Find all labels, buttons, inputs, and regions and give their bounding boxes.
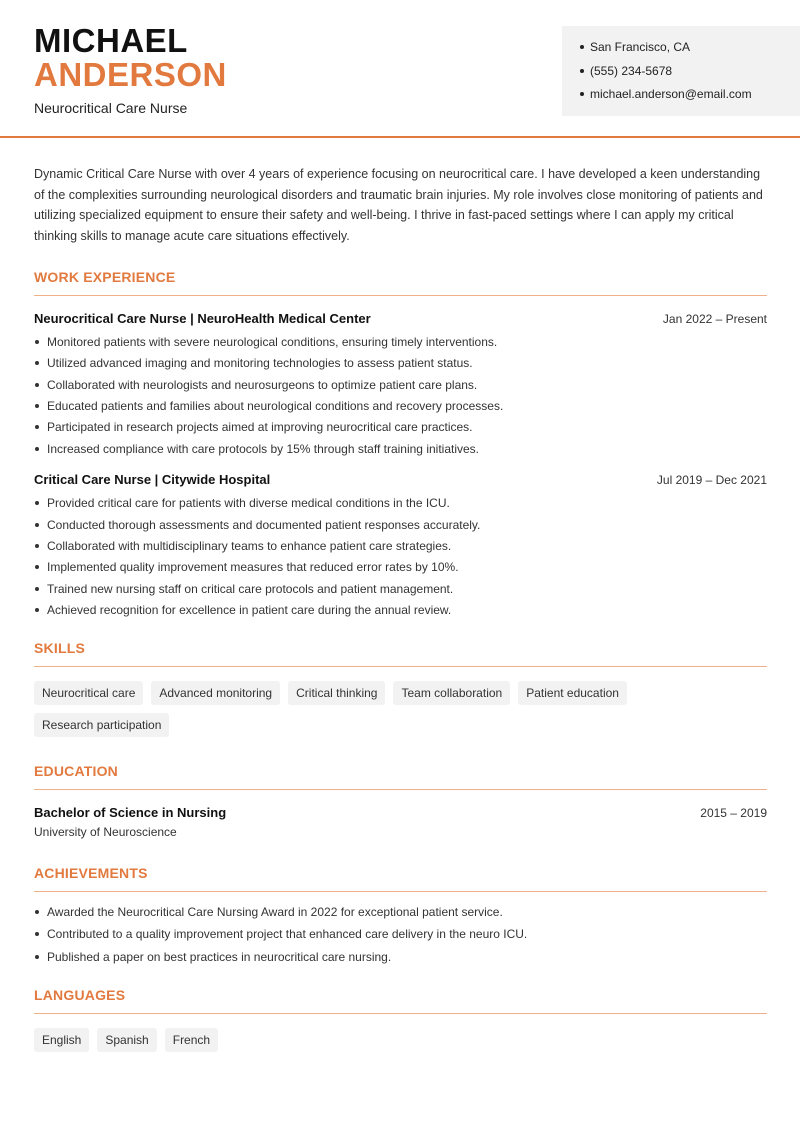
education-dates: 2015 – 2019 [700,805,767,820]
school: University of Neuroscience [34,824,177,839]
job-entry [34,311,767,462]
job-title: Neurocritical Care Nurse [34,100,188,116]
summary: Dynamic Critical Care Nurse with over 4 years of experience focusing on neurocritical care. I have developed a keen understanding of the complexities surrounding neurological disorders and traumatic brain injuries. My role involves close monitoring of patients and utilizing specialized equipment to ensure their safety and well-being. I thrive in fast-paced settings where I can apply my critical thinking skills to manage acute care situations effectively. [34,167,763,244]
resume-body [34,164,767,1052]
last-name: ANDERSON [34,56,227,93]
section-title-skills: SKILLS [34,640,767,667]
skill-tag: Team collaboration [393,681,510,705]
list-item: Awarded the Neurocritical Care Nursing Award in 2022 for exceptional patient service. [34,904,767,927]
languages-section [34,987,767,1052]
list-item: Monitored patients with severe neurological conditions, ensuring timely interventions. [34,334,767,355]
job-heading: Critical Care Nurse | Citywide Hospital [34,472,271,488]
list-item: Educated patients and families about neurological conditions and recovery processes. [34,398,767,419]
job-heading: Neurocritical Care Nurse | NeuroHealth Medical Center [34,310,371,326]
job-entry [34,472,767,623]
list-item: Increased compliance with care protocols by 15% through staff training initiatives. [34,441,767,462]
first-name: MICHAEL [34,22,188,59]
language-tag: English [34,1028,89,1052]
list-item: Implemented quality improvement measures that reduced error rates by 10%. [34,559,767,580]
list-item: Collaborated with neurologists and neurosurgeons to optimize patient care plans. [34,377,767,398]
job-dates: Jan 2022 – Present [662,311,767,326]
languages-tags [34,1028,767,1052]
section-title-languages: LANGUAGES [34,987,767,1014]
job-bullets [34,495,767,623]
degree: Bachelor of Science in Nursing [34,804,227,820]
list-item: Achieved recognition for excellence in patient care during the annual review. [34,602,767,623]
skills-section [34,640,767,737]
list-item: Collaborated with multidisciplinary teams to enhance patient care strategies. [34,538,767,559]
list-item: Published a paper on best practices in neurocritical care nursing. [34,949,767,972]
job-dates: Jul 2019 – Dec 2021 [656,473,767,488]
section-title-achievements: ACHIEVEMENTS [34,865,767,892]
skill-tag: Neurocritical care [34,681,143,705]
list-item: Participated in research projects aimed at improving neurocritical care practices. [34,419,767,440]
contact-box [562,26,800,116]
skill-tag: Patient education [518,681,627,705]
skill-tag: Critical thinking [288,681,385,705]
language-tag: Spanish [97,1028,156,1052]
contact-location: San Francisco, CA [580,39,782,63]
job-bullets [34,334,767,462]
contact-phone: (555) 234-5678 [580,63,782,87]
achievements-list [34,904,767,972]
list-item: Utilized advanced imaging and monitoring technologies to assess patient status. [34,355,767,376]
list-item: Contributed to a quality improvement project that enhanced care delivery in the neuro ICU. [34,926,767,949]
section-title-work: WORK EXPERIENCE [34,269,767,296]
list-item: Provided critical care for patients with diverse medical conditions in the ICU. [34,495,767,516]
education-section [34,763,767,839]
work-experience-section [34,269,767,624]
achievements-section [34,865,767,972]
skill-tag: Advanced monitoring [151,681,280,705]
contact-email: michael.anderson@email.com [580,86,782,110]
contact-list [580,39,782,110]
section-title-education: EDUCATION [34,763,767,790]
resume-header [0,0,800,138]
list-item: Conducted thorough assessments and documented patient responses accurately. [34,517,767,538]
skills-tags [34,681,767,737]
language-tag: French [165,1028,218,1052]
list-item: Trained new nursing staff on critical care protocols and patient management. [34,581,767,602]
skill-tag: Research participation [34,713,169,737]
